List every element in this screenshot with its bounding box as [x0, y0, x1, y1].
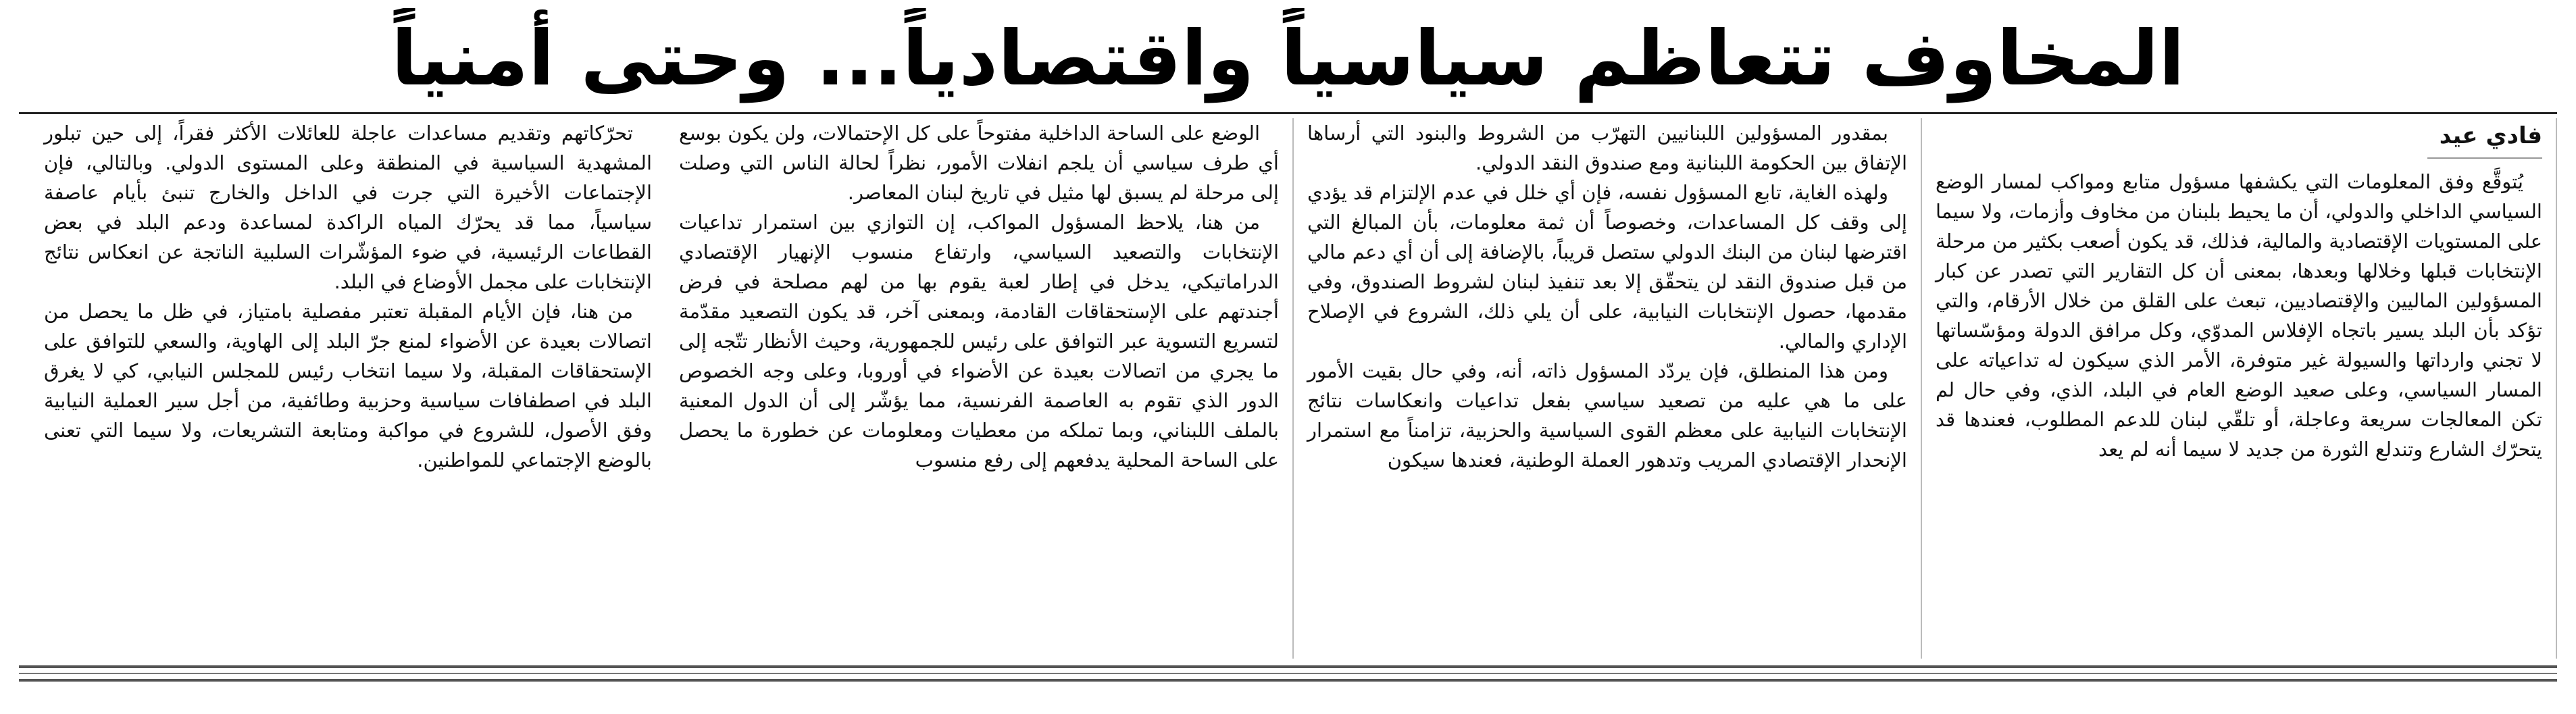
article-paragraph: ومن هذا المنطلق، فإن يردّد المسؤول ذاته، أنه، وفي حال بقيت الأمور على ما هي عليه من تصعيد سياسي بفعل تداعيات وانعكاسات نتائج الإنتخابات النيابية على معظم القوى السياسية والحزبية، تزامناً مع استمرار الإنحدار الإقتصادي المريب وتدهور العملة الوطنية، فعندها سيكون: [1307, 359, 1907, 471]
article-column-2: [1294, 118, 1922, 659]
article-paragraph: من هنا، يلاحظ المسؤول المواكب، إن التوازي بين استمرار تداعيات الإنتخابات والتصعيد السياسي، وارتفاع منسوب الإنهيار الإقتصادي الدراماتيكي، يدخل في إطار لعبة يقوم بها من لهم مصلحة في فرض أجندتهم على الإستحقاقات القادمة، وبمعنى آخر، قد يكون التصعيد مقدّمة لتسريع التسوية عبر التوافق على رئيس للجمهورية، وحيث الأنظار تتّجه إلى ما يجري من اتصالات بعيدة عن الأضواء في أوروبا، وعلى وجه الخصوص الدور الذي تقوم به العاصمة الفرنسية، مما يؤشّر إلى أن الدول المعنية بالملف اللبناني، وبما تملكه من معطيات ومعلومات عن خطورة ما يحصل على الساحة المحلية يدفعهم إلى رفع منسوب: [679, 211, 1279, 471]
article-column-3: [665, 118, 1294, 659]
article-paragraph: الوضع على الساحة الداخلية مفتوحاً على كل الإحتمالات، ولن يكون بوسع أي طرف سياسي أن يلجم انفلات الأمور، نظراً لحالة الناس التي وصلت إلى مرحلة لم يسبق لها مثيل في تاريخ لبنان المعاصر.: [679, 122, 1279, 204]
article-headline: المخاوف تتعاظم سياسياً واقتصادياً... وحتى أمنياً: [391, 15, 2185, 103]
article-column-4: [30, 118, 665, 659]
article-byline: فادي عيد: [2439, 122, 2542, 149]
article-paragraph: تحرّكاتهم وتقديم مساعدات عاجلة للعائلات الأكثر فقراً، إلى حين تبلور المشهدية السياسية في المنطقة وعلى المستوى الدولي. وبالتالي، فإن الإجتماعات الأخيرة التي جرت في الداخل والخارج تنبئ بأيام عاصفة سياسياً، مما قد يحرّك المياه الراكدة لمساعدة ودعم البلد في بعض القطاعات الرئيسية، في ضوء المؤشّرات السلبية الناتجة عن انعكاس نتائج الإنتخابات على مجمل الأوضاع في البلد.: [44, 122, 652, 293]
article-paragraph: ولهذه الغاية، تابع المسؤول نفسه، فإن أي خلل في عدم الإلتزام قد يؤدي إلى وقف كل المساعدات، وخصوصاً أن ثمة معلومات، بأن المبالغ التي اقترضها لبنان من البنك الدولي ستصل قريباً، بالإضافة إلى أن أي دعم مالي من قبل صندوق النقد لن يتحقّق إلا بعد تنفيذ لبنان لشروط الصندوق، وفي مقدمها، حصول الإنتخابات النيابية، على أن يلي ذلك، الشروع في الإصلاح الإداري والمالي.: [1307, 181, 1907, 353]
footer-divider: [19, 665, 2557, 692]
article-column-1: [1922, 118, 2557, 659]
article-paragraph: يُتوقَّع وفق المعلومات التي يكشفها مسؤول متابع ومواكب لمسار الوضع السياسي الداخلي والدولي، أن ما يحيط بلبنان من مخاوف وأزمات، ولا سيما على المستويات الإقتصادية والمالية، فذلك، قد يكون أصعب بكثير من مرحلة الإنتخابات قبلها وخلالها وبعدها، بمعنى أن كل التقارير التي تصدر عن كبار المسؤولين الماليين والإقتصاديين، تبعث على القلق من خلال الأرقام، والتي تؤكد بأن البلد يسير باتجاه الإفلاس المدوّي، وكل مرافق الدولة ومؤسّساتها لا تجني وارداتها والسيولة غير متوفرة، الأمر الذي سيكون له تداعياته على المسار السياسي، وعلى صعيد الوضع العام في البلد، الذي، وفي حال لم تكن المعالجات سريعة وعاجلة، أو تلقّي لبنان للدعم المطلوب، فعندها قد يتحرّك الشارع وتندلع الثورة من جديد لا سيما أنه لم يعد: [1936, 170, 2542, 461]
article-paragraph: بمقدور المسؤولين اللبنانيين التهرّب من الشروط والبنود التي أرساها الإتفاق بين الحكومة اللبنانية ومع صندوق النقد الدولي.: [1307, 122, 1907, 174]
headline-divider: [19, 112, 2557, 114]
article-columns: [19, 118, 2557, 659]
byline-divider: [2427, 157, 2542, 159]
article-paragraph: من هنا، فإن الأيام المقبلة تعتبر مفصلية بامتياز، في ظل ما يحصل من اتصالات بعيدة عن الأضواء لمنع جرّ البلد إلى الهاوية، والسعي للتوافق على الإستحقاقات المقبلة، ولا سيما انتخاب رئيس للمجلس النيابي، كي لا يغرق البلد في اصطفافات سياسية وحزبية وطائفية، من أجل سير العملية النيابية وفق الأصول، للشروع في مواكبة ومتابعة التشريعات، ولا سيما التي تعنى بالوضع الإجتماعي للمواطنين.: [44, 300, 652, 471]
